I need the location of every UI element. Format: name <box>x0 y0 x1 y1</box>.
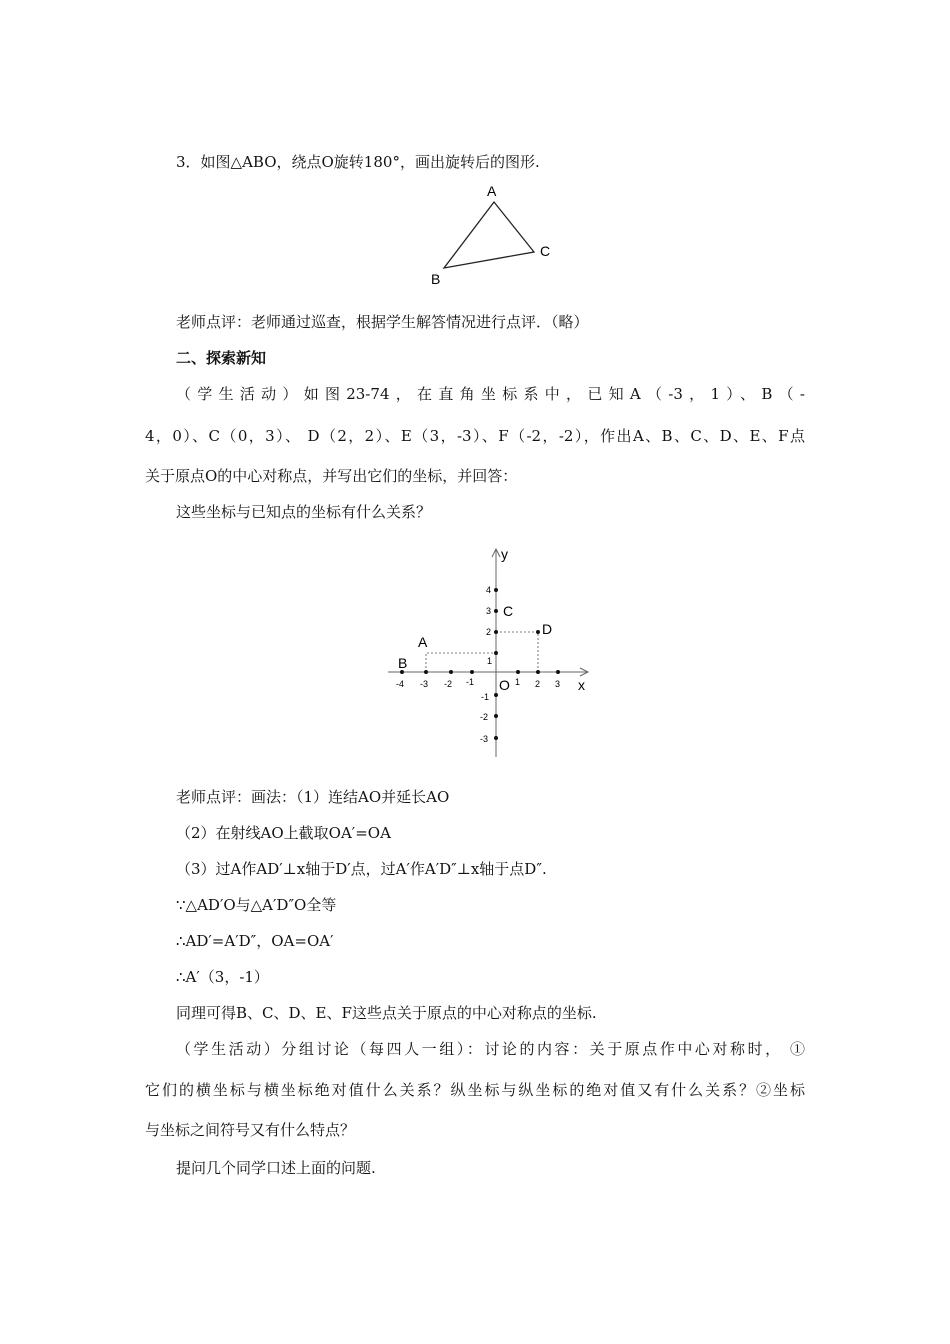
activity-1-line-3: 关于原点O的中心对称点，并写出它们的坐标，并回答： <box>145 467 518 485</box>
activity-2-line-2: 它们的横坐标与横坐标绝对值什么关系？纵坐标与纵坐标的绝对值又有什么关系？②坐标 <box>145 1081 805 1099</box>
y-dot-4 <box>494 588 498 592</box>
vertex-c-label: C <box>540 243 551 259</box>
y-dot-minus-3 <box>494 736 498 740</box>
similarly-line: 同理可得B、C、D、E、F这些点关于原点的中心对称点的坐标. <box>176 1004 597 1022</box>
section-2-title: 二、探索新知 <box>176 349 267 367</box>
y-tick-minus-2: -2 <box>480 712 489 722</box>
point-c-label: C <box>503 603 514 619</box>
point-d <box>536 630 540 634</box>
y-tick-2: 2 <box>486 627 492 637</box>
coordinate-figure <box>380 545 600 760</box>
method-line-2: （2）在射线AO上截取OA′=OA <box>176 824 391 842</box>
x-dot-minus-2 <box>449 670 453 674</box>
vertex-b-label: B <box>431 271 441 287</box>
y-axis-label: y <box>501 546 508 562</box>
triangle-abc <box>444 202 534 268</box>
problem-3: 3．如图△ABO，绕点O旋转180°，画出旋转后的图形. <box>176 153 540 171</box>
method-line-4: ∵△AD′O与△A′D″O全等 <box>176 896 337 914</box>
point-b-label: B <box>398 655 408 671</box>
y-tick-minus-1: -1 <box>481 692 490 702</box>
x-dot-minus-3 <box>424 670 428 674</box>
x-axis-label: x <box>578 677 585 693</box>
x-tick-2: 2 <box>535 679 541 689</box>
x-tick-minus-4: -4 <box>396 679 405 689</box>
x-dot-minus-1 <box>470 670 474 674</box>
y-dot-minus-1 <box>494 693 498 697</box>
activity-1-line-1: （学生活动）如图23-74，在直角坐标系中，已知A（-3，1）、B（- <box>176 385 805 403</box>
teacher-comment-1: 老师点评：老师通过巡查，根据学生解答情况进行点评．（略） <box>176 313 589 331</box>
method-line-5: ∴AD′=A′D″，OA=OA′ <box>176 932 334 950</box>
method-line-6: ∴A′（3，-1） <box>176 968 269 986</box>
question-1: 这些坐标与已知点的坐标有什么关系？ <box>176 503 432 521</box>
point-c <box>494 609 498 613</box>
triangle-figure <box>420 178 560 290</box>
y-tick-3: 3 <box>486 606 492 616</box>
x-dot-1 <box>516 670 520 674</box>
y-dot-1 <box>494 651 498 655</box>
x-dot-2 <box>536 670 540 674</box>
point-a-label: A <box>418 634 428 650</box>
final-line: 提问几个同学口述上面的问题. <box>176 1159 376 1177</box>
x-tick-minus-2: -2 <box>444 679 453 689</box>
y-tick-4: 4 <box>486 585 492 595</box>
y-tick-minus-3: -3 <box>480 734 489 744</box>
guide-d <box>496 632 538 672</box>
x-tick-minus-1: -1 <box>466 677 475 687</box>
x-tick-minus-3: -3 <box>420 679 429 689</box>
method-line-1: 老师点评：画法：（1）连结AO并延长AO <box>176 788 450 806</box>
guide-a <box>426 653 496 672</box>
origin-label: O <box>499 677 510 693</box>
point-d-label: D <box>542 621 553 637</box>
activity-1-line-2: 4，0）、C（0，3）、 D（2，2）、E（3，-3）、F（-2，-2），作出A、B、C、D、E、F点 <box>145 427 805 445</box>
method-line-3: （3）过A作AD′⊥x轴于D′点，过A′作A′D″⊥x轴于点D″. <box>176 860 547 878</box>
x-tick-1: 1 <box>515 677 521 687</box>
x-tick-3: 3 <box>555 679 561 689</box>
activity-2-line-1: （学生活动）分组讨论（每四人一组）：讨论的内容：关于原点作中心对称时， ① <box>176 1040 805 1058</box>
vertex-a-label: A <box>487 183 497 199</box>
y-dot-minus-2 <box>494 714 498 718</box>
activity-2-line-3: 与坐标之间符号又有什么特点？ <box>145 1121 356 1139</box>
y-dot-2 <box>494 630 498 634</box>
x-dot-3 <box>556 670 560 674</box>
y-tick-1: 1 <box>487 656 493 666</box>
